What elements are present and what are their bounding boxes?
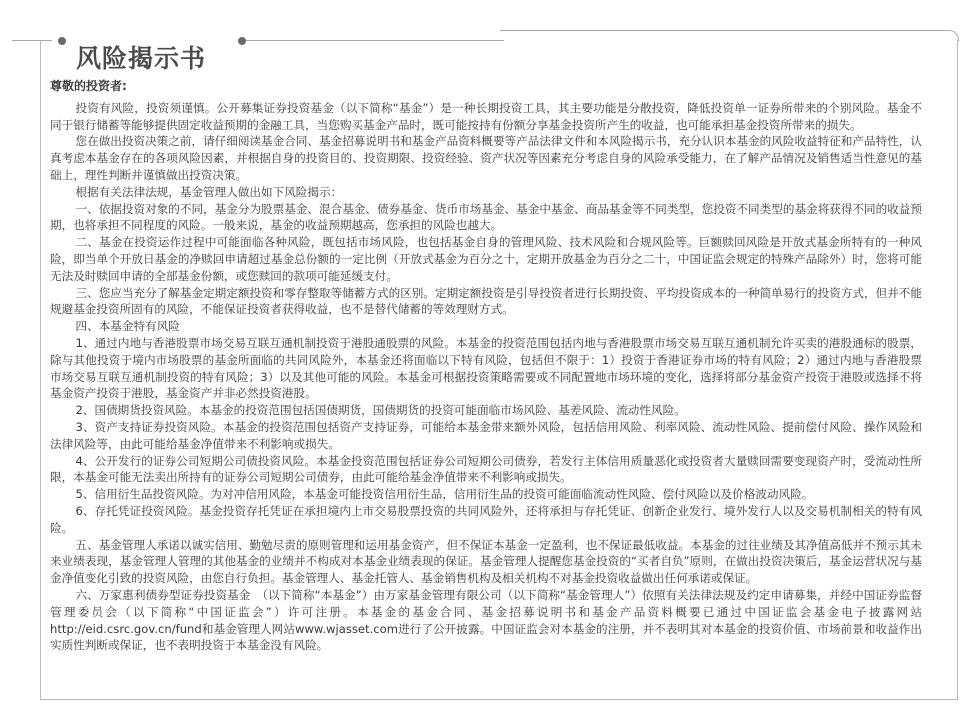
paragraph: 您在做出投资决策之前，请仔细阅读基金合同、基金招募说明书和基金产品资料概要等产品法律文件和本风险揭示书，充分认识本基金的风险收益特征和产品特性，认真考虑本基金存在的各项风险因素，并根据自身的投资目的、投资期限、投资经验、资产状况等因素充分考虑自身的风险承受能力，在了解产品情况及销售适当性意见的基础上，理性判断并谨慎做出投资决策。 (50, 134, 922, 182)
paragraph: 6、存托凭证投资风险。基金投资存托凭证在承担境内上市交易股票投资的共同风险外，还将承担与存托凭证、创新企业发行、境外发行人以及交易机制相关的特有风险。 (50, 503, 922, 535)
bullet-dot-icon (58, 37, 66, 45)
paragraph: 4、公开发行的证券公司短期公司债投资风险。本基金投资范围包括证券公司短期公司债券，若发行主体信用质量恶化或投资者大量赎回需要变现资产时，受流动性所限，本基金可能无法卖出所持有的证券公司短期公司债券，由此可能给基金净值带来不利影响或损失。 (50, 453, 922, 485)
paragraph: 二、基金在投资运作过程中可能面临各种风险，既包括市场风险，也包括基金自身的管理风险、技术风险和合规风险等。巨额赎回风险是开放式基金所特有的一种风险，即当单个开放日基金的净赎回申请超过基金总份额的一定比例（开放式基金为百分之十，定期开放基金为百分之二十，中国证监会规定的特殊产品除外）时，您将可能无法及时赎回申请的全部基金份额，或您赎回的款项可能延缓支付。 (50, 235, 922, 283)
paragraph: 2、国债期货投资风险。本基金的投资范围包括国债期货，国债期货的投资可能面临市场风险、基差风险、流动性风险。 (75, 403, 686, 418)
header-rule-right (246, 40, 504, 41)
paragraph: 5、信用衍生品投资风险。为对冲信用风险，本基金可能投资信用衍生品，信用衍生品的投资可能面临流动性风险、偿付风险以及价格波动风险。 (75, 487, 814, 502)
paragraph: 六、万家惠利债券型证券投资基金 （以下简称“本基金”）由万家基金管理有限公司（以下简称“基金管理人”）依照有关法律法规及约定申请募集，并经中国证券监督管理委员会（以下简称“中国证监会”）许可注册。本基金的基金合同、基金招募说明书和基金产品资料概要已通过中国证监会基金电子披露网站http://eid.csrc.gov.cn/fund和基金管理人网站www.wjasset.com进行了公开披露。中国证监会对本基金的注册，并不表明其对本基金的投资价值、市场前景和收益作出实质性判断或保证，也不表明投资于本基金没有风险。 (50, 587, 922, 653)
paragraph: 3、资产支持证券投资风险。本基金的投资范围包括资产支持证券，可能给本基金带来额外风险，包括信用风险、利率风险、流动性风险、提前偿付风险、操作风险和法律风险等，由此可能给基金净值带来不利影响或损失。 (50, 419, 922, 451)
paragraph: 三、您应当充分了解基金定期定额投资和零存整取等储蓄方式的区别。定期定额投资是引导投资者进行长期投资、平均投资成本的一种简单易行的投资方式，但并不能规避基金投资所固有的风险，不能保证投资者获得收益，也不是替代储蓄的等效理财方式。 (50, 285, 922, 317)
document-body (50, 78, 922, 654)
paragraph: 1、通过内地与香港股票市场交易互联互通机制投资于港股通股票的风险。本基金的投资范围包括内地与香港股票市场交易互联互通机制允许买卖的港股通标的股票，除与其他投资于境内市场股票的基金所面临的共同风险外，本基金还将面临以下特有风险，包括但不限于：1）投资于香港证券市场的特有风险；2）通过内地与香港股票市场交易互联互通机制投资的特有风险；3）以及其他可能的风险。本基金可根据投资策略需要或不同配置地市场环境的变化，选择将部分基金资产投资于港股或选择不将基金资产投资于港股，基金资产并非必然投资港股。 (50, 335, 922, 401)
header-rule-left (12, 40, 52, 41)
paragraph: 投资有风险，投资须谨慎。公开募集证券投资基金（以下简称“基金”）是一种长期投资工具，其主要功能是分散投资，降低投资单一证券所带来的个别风险。基金不同于银行储蓄等能够提供固定收益预期的金融工具，当您购买基金产品时，既可能按持有份额分享基金投资所产生的收益，也可能承担基金投资所带来的损失。 (50, 100, 922, 132)
paragraph: 一、依据投资对象的不同，基金分为股票基金、混合基金、债券基金、货币市场基金、基金中基金、商品基金等不同类型，您投资不同类型的基金将获得不同的收益预期，也将承担不同程度的风险。一般来说，基金的收益预期越高，您承担的风险也越大。 (50, 201, 922, 233)
paragraph: 根据有关法律法规，基金管理人做出如下风险揭示： (75, 184, 343, 199)
header-rule-corner (500, 30, 959, 41)
page-title: 风险揭示书 (76, 43, 207, 73)
paragraph: 五、基金管理人承诺以诚实信用、勤勉尽责的原则管理和运用基金资产，但不保证本基金一定盈利，也不保证最低收益。本基金的过往业绩及其净值高低并不预示其未来业绩表现，基金管理人管理的其他基金的业绩并不构成对本基金业绩表现的保证。基金管理人提醒您基金投资的“买者自负”原则，在做出投资决策后，基金运营状况与基金净值变化引致的投资风险，由您自行负担。基金管理人、基金托管人、基金销售机构及相关机构不对基金投资收益做出任何承诺或保证。 (50, 537, 922, 586)
section-heading: 四、本基金特有风险 (75, 319, 180, 334)
bullet-dot-icon (238, 37, 246, 45)
salutation: 尊敬的投资者: (50, 79, 127, 93)
